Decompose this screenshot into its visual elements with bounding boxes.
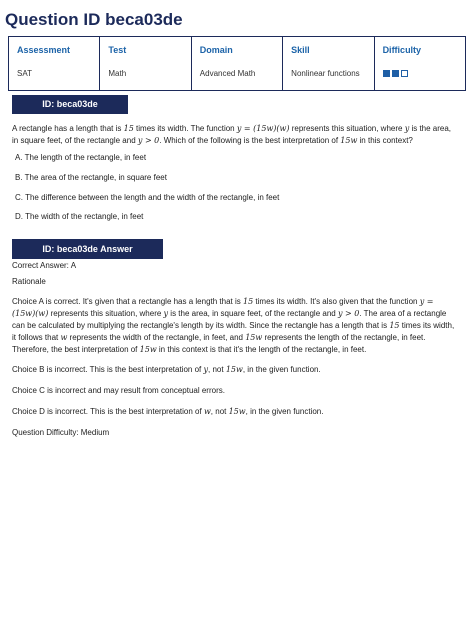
domain-header: Domain: [199, 45, 233, 55]
skill-value: Nonlinear functions: [291, 69, 360, 78]
answer-option-b: B. The area of the rectangle, in square feet: [15, 173, 167, 182]
domain-value: Advanced Math: [199, 69, 256, 78]
choice-b-explanation: Choice B is incorrect. This is the best interpretation of y, not 15w, in the given function.: [12, 365, 321, 374]
question-id-banner: ID: beca03de: [12, 95, 128, 114]
answer-id-banner: ID: beca03de Answer: [12, 239, 163, 259]
rationale-explanation: Choice A is correct. It's given that a rectangle has a length that is 15 times its width. It's also given that the function y = (15w)(w) represents this situation, where y is the area, in square feet, of the rectangle and y > 0. The area of a rectangle can be calculated by multiplying the rectangle's length by its width. Since the rectangle has a length that is 15 times its width, it follows that w represents the width of the rectangle, in feet, and 15w represents the length of the rectangle, in feet. Therefore, the best interpretation of 15w in this context is that it's the length of the rectangle, in feet.: [12, 297, 455, 354]
question-metadata-table: [8, 36, 466, 91]
assessment-cell: [9, 37, 100, 91]
assessment-header: Assessment: [17, 45, 71, 55]
test-header: Test: [108, 45, 127, 55]
difficulty-header: Difficulty: [382, 45, 422, 55]
skill-cell: [283, 37, 374, 91]
page-title: Question ID beca03de: [5, 10, 183, 29]
answer-option-d: D. The width of the rectangle, in feet: [15, 212, 144, 221]
difficulty-square-empty: [401, 70, 408, 77]
skill-header: Skill: [291, 45, 310, 55]
difficulty-square-filled: [383, 70, 390, 77]
answer-option-a: A. The length of the rectangle, in feet: [15, 153, 147, 162]
choice-c-explanation: Choice C is incorrect and may result from conceptual errors.: [12, 386, 225, 395]
choice-d-explanation: Choice D is incorrect. This is the best interpretation of w, not 15w, in the given function.: [12, 407, 324, 416]
rationale-heading: Rationale: [12, 277, 46, 286]
question-difficulty: Question Difficulty: Medium: [12, 428, 110, 437]
domain-cell: [191, 37, 282, 91]
answer-option-c: C. The difference between the length and the width of the rectangle, in feet: [15, 193, 280, 202]
difficulty-indicator: [383, 70, 465, 77]
difficulty-square-filled: [392, 70, 399, 77]
difficulty-cell: [374, 37, 465, 91]
correct-answer: Correct Answer: A: [12, 261, 77, 270]
assessment-value: SAT: [17, 69, 32, 78]
test-cell: [100, 37, 191, 91]
question-stem: A rectangle has a length that is 15 times its width. The function y = (15w)(w) represents this situation, where y is the area, in square feet, of the rectangle and y > 0. Which of the following is the best interpretation of 15w in this context?: [12, 124, 452, 145]
test-value: Math: [108, 69, 127, 78]
